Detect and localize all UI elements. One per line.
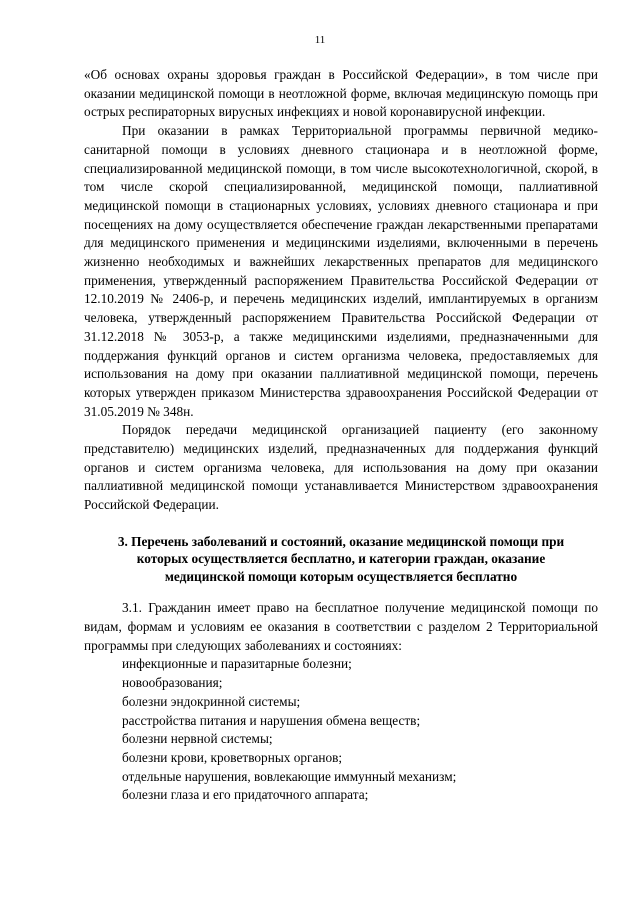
section-heading: 3. Перечень заболеваний и состояний, оказание медицинской помощи при которых осуществляется бесплатно, и категории граждан, оказание медицинской помощи которым осуществляется бесплатно <box>117 533 565 584</box>
document-body <box>84 66 598 805</box>
paragraph-medication-provision: При оказании в рамках Территориальной программы первичной медико-санитарной помощи в условиях дневного стационара и в неотложной форме, специализированной медицинской помощи, в том числе высокотехнологичной, скорой, в том числе скорой специализированной, медицинской помощи, паллиативной медицинской помощи в стационарных условиях, условиях дневного стационара и при посещениях на дому осуществляется обеспечение граждан лекарственными препаратами для медицинского применения и медицинскими изделиями, включенными в перечень жизненно необходимых и важнейших лекарственных препаратов для медицинского применения, утвержденный распоряжением Правительства Российской Федерации от 12.10.2019 № 2406-р, и перечень медицинских изделий, имплантируемых в организм человека, утвержденный распоряжением Правительства Российской Федерации от 31.12.2018 № 3053-р, а также медицинскими изделиями, предназначенными для поддержания функций органов и систем организма человека, предоставляемых для использования на дому при оказании паллиативной медицинской помощи, перечень которых утвержден приказом Министерства здравоохранения Российской Федерации от 31.05.2019 № 348н. <box>84 123 598 419</box>
section-intro-paragraph: 3.1. Гражданин имеет право на бесплатное получение медицинской помощи по видам, формам и условиям ее оказания в соответствии с разделом 2 Территориальной программы при следующих заболеваниях и состояниях: <box>84 600 598 653</box>
list-item: болезни нервной системы; <box>122 731 273 747</box>
list-item: болезни крови, кроветворных органов; <box>122 750 343 765</box>
list-item: инфекционные и паразитарные болезни; <box>122 656 352 672</box>
page-number: 11 <box>314 34 326 46</box>
list-item: болезни глаза и его придаточного аппарата; <box>122 787 369 803</box>
paragraph-device-transfer: Порядок передачи медицинской организацией пациенту (его законному представителю) медицинских изделий, предназначенных для поддержания функций органов и систем организма человека, для использования на дому при оказании паллиативной медицинской помощи устанавливается Министерством здравоохранения Российской Федерации. <box>84 422 598 513</box>
list-item: новообразования; <box>122 675 223 691</box>
conditions-list <box>84 655 598 805</box>
list-item: болезни эндокринной системы; <box>122 693 301 709</box>
paragraph-continuation: «Об основах охраны здоровья граждан в Российской Федерации», в том числе при оказании медицинской помощи в неотложной форме, включая медицинскую помощь при острых респираторных вирусных инфекциях и новой коронавирусной инфекции. <box>84 67 598 120</box>
list-item: расстройства питания и нарушения обмена веществ; <box>122 712 421 728</box>
list-item: отдельные нарушения, вовлекающие иммунный механизм; <box>122 768 457 784</box>
